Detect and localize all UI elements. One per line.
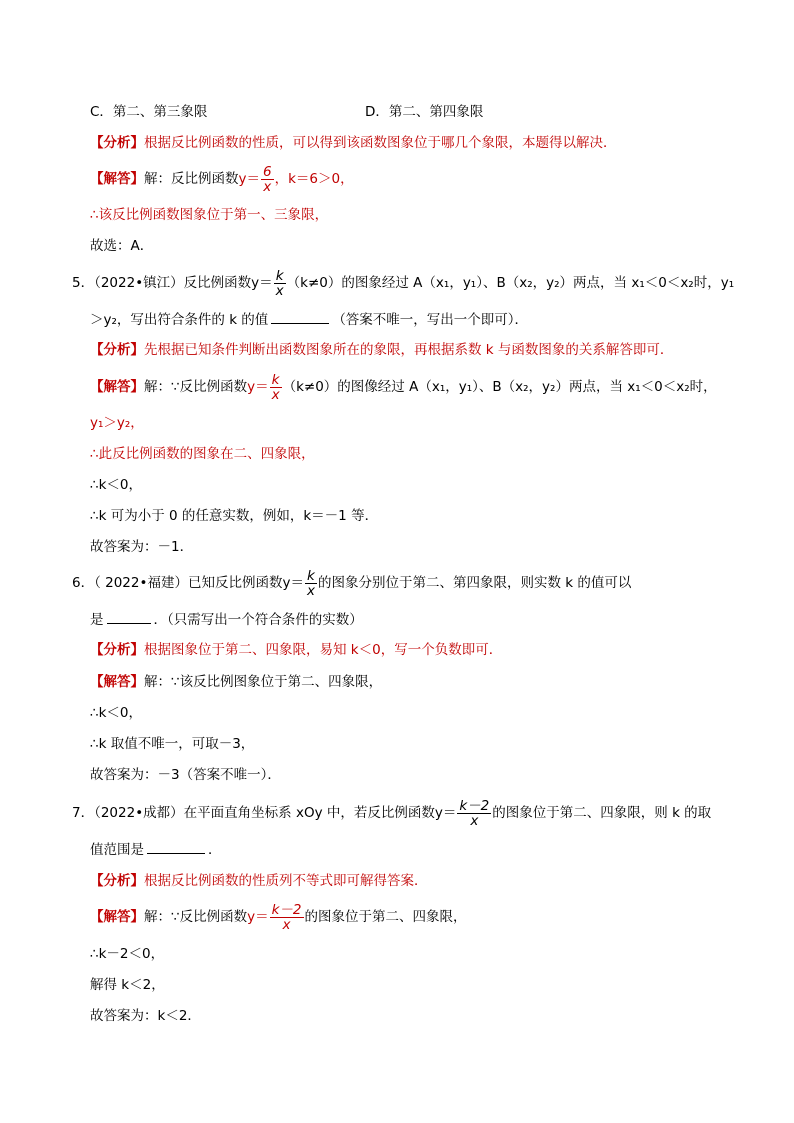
q7-line2: ∴k－2＜0，	[90, 946, 165, 962]
fraction: $\frac{k-2}{x}$	[271, 901, 302, 933]
fraction: $\frac{k}{x}$	[306, 567, 315, 599]
answer-text: 解：∵反比例函数	[144, 909, 248, 925]
analysis-tag: 【分析】	[90, 642, 144, 658]
q6-answer	[90, 672, 382, 692]
y-equals: y＝	[434, 805, 457, 821]
answer-blank[interactable]	[271, 309, 329, 324]
answer-suffix: 的图象位于第二、四象限，	[304, 909, 467, 925]
q5-final: 故答案为：－1．	[90, 539, 194, 555]
q7-stem-prefix: 7．（2022•成都）在平面直角坐标系 xOy 中，若反比例函数	[72, 805, 435, 821]
answer-tag: 【解答】	[90, 379, 144, 395]
fraction: $\frac{k-2}{x}$	[459, 797, 490, 829]
answer-mid: （k≠0）的图像经过 A（x₁，y₁）、B（x₂，y₂）两点，当 x₁＜0＜x₂时，	[282, 379, 717, 395]
answer-tag: 【解答】	[90, 909, 144, 925]
q5-line4: ∴k＜0，	[90, 477, 142, 493]
q7-final: 故答案为：k＜2．	[90, 1008, 201, 1024]
analysis-tag: 【分析】	[90, 873, 144, 889]
q5-stem-prefix: 5．（2022•镇江）反比例函数	[72, 275, 252, 291]
answer-tag: 【解答】	[90, 674, 144, 690]
q4-choice: 故选：A．	[90, 238, 154, 254]
q5-answer	[90, 372, 717, 402]
analysis-text: 先根据已知条件判断出函数图象所在的象限，再根据系数 k 与函数图象的关系解答即可．	[144, 342, 674, 358]
q6-line3: ∴k 取值不唯一，可取－3，	[90, 736, 255, 752]
y-equals: y＝	[247, 379, 269, 395]
y-equals: y＝	[282, 575, 304, 591]
y-equals: y＝	[247, 909, 269, 925]
analysis-text: 根据图象位于第二、四象限，易知 k＜0，写一个负数即可．	[144, 642, 503, 658]
q7-line3: 解得 k＜2，	[90, 977, 165, 993]
fraction: $\frac{k}{x}$	[275, 267, 284, 299]
analysis-text: 根据反比例函数的性质列不等式即可解得答案．	[144, 873, 428, 889]
q6-analysis	[90, 640, 502, 660]
analysis-tag: 【分析】	[90, 135, 144, 151]
q4-conclusion: ∴该反比例函数图象位于第一、三象限，	[90, 207, 329, 223]
q6-final: 故答案为：－3（答案不唯一）．	[90, 767, 281, 783]
q6-stem-suffix: 的图象分别位于第二、第四象限，则实数 k 的值可以	[317, 575, 632, 591]
analysis-text: 根据反比例函数的性质，可以得到该函数图象位于哪几个象限，本题得以解决．	[144, 135, 617, 151]
answer-blank[interactable]	[147, 839, 205, 854]
q7-analysis	[90, 871, 428, 891]
q4-option-c: C．第二、第三象限	[90, 104, 208, 120]
q6-stem-line2: 是 ．（只需写出一个符合条件的实数）	[90, 609, 363, 630]
fraction: $\frac{k}{x}$	[271, 371, 280, 403]
answer-tag: 【解答】	[90, 171, 144, 187]
q5-stem-line2: ＞y₂，写出符合条件的 k 的值 （答案不唯一，写出一个即可）．	[90, 309, 528, 330]
answer-text: 解：反比例函数	[144, 171, 239, 187]
y-equals: y＝	[251, 275, 273, 291]
q7-answer	[90, 902, 467, 932]
q5-stem-mid: （k≠0）的图象经过 A（x₁，y₁）、B（x₂，y₂）两点，当 x₁＜0＜x₂时，y₁	[286, 275, 735, 291]
q5-line5: ∴k 可为小于 0 的任意实数，例如，k＝－1 等．	[90, 508, 379, 524]
q5-stem	[72, 268, 734, 298]
q5-analysis	[90, 340, 673, 360]
q5-line3: ∴此反比例函数的图象在二、四象限，	[90, 446, 315, 462]
q4-option-d: D．第二、第四象限	[365, 104, 484, 120]
answer-suffix: ，k＝6＞0，	[274, 171, 354, 187]
q4-analysis	[90, 133, 617, 153]
y-equals: y＝	[238, 171, 260, 187]
answer-text: 解：∵该反比例图象位于第二、四象限，	[144, 674, 383, 690]
q4-answer	[90, 164, 354, 194]
q6-stem	[72, 568, 631, 598]
answer-text: 解：∵反比例函数	[144, 379, 248, 395]
fraction: $\frac{6}{x}$	[263, 163, 272, 195]
q7-stem	[72, 798, 711, 828]
answer-blank[interactable]	[107, 609, 151, 624]
analysis-tag: 【分析】	[90, 342, 144, 358]
q6-stem-prefix: 6．（ 2022•福建）已知反比例函数	[72, 575, 283, 591]
q5-answer-line2: y₁＞y₂，	[90, 415, 144, 431]
q6-line2: ∴k＜0，	[90, 705, 142, 721]
q7-stem-line2: 值范围是 ．	[90, 839, 222, 860]
q7-stem-suffix: 的图象位于第二、四象限，则 k 的取	[492, 805, 712, 821]
